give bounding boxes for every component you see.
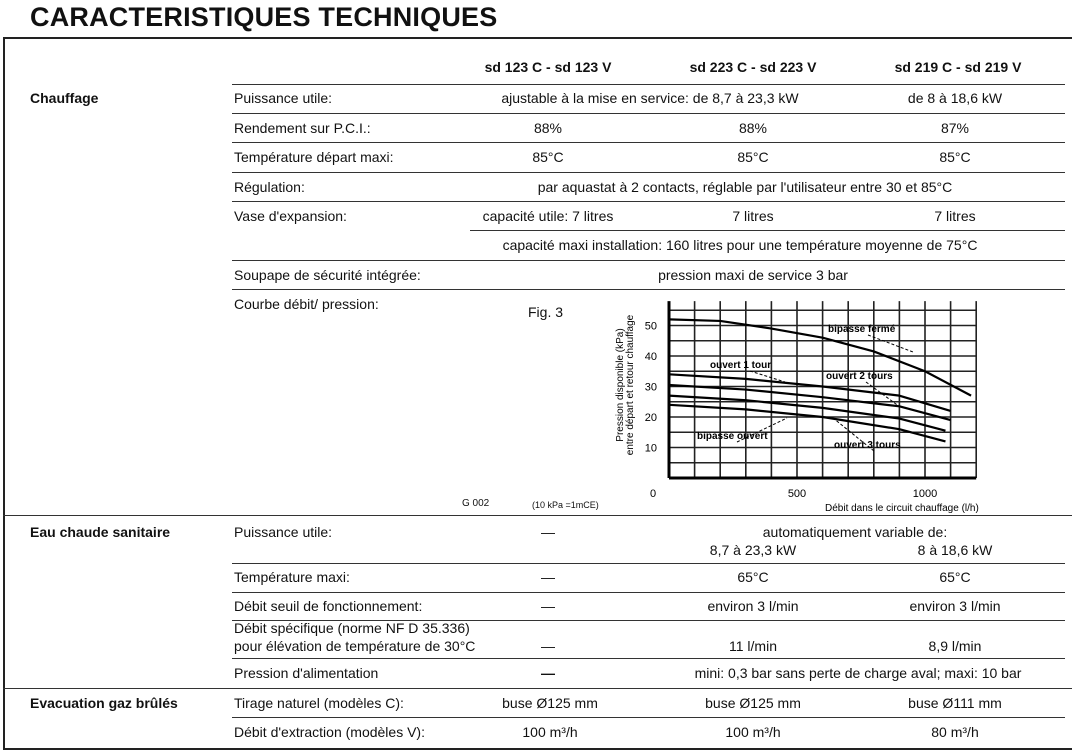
cell: capacité maxi installation: 160 litres pour une température moyenne de 75°C — [502, 237, 978, 253]
unit-note: (10 kPa =1mCE) — [532, 500, 599, 510]
divider — [232, 172, 1065, 173]
row-label: Soupape de sécurité intégrée: — [234, 267, 421, 283]
divider — [232, 289, 1065, 290]
column-header: sd 219 C - sd 219 V — [894, 59, 1022, 75]
figure-ref: G 002 — [462, 498, 490, 509]
cell: — — [541, 524, 555, 540]
cell: 100 m³/h — [522, 724, 578, 740]
cell: — — [541, 638, 555, 654]
section-evacuation: Evacuation gaz brûlés — [30, 695, 178, 711]
cell: environ 3 l/min — [707, 598, 799, 614]
cell: 88% — [738, 120, 768, 136]
cell: 11 l/min — [729, 638, 777, 654]
y-axis-label — [615, 314, 636, 455]
series-label: bipasse ouvert — [697, 431, 768, 442]
cell: 85°C — [532, 149, 564, 165]
chart-labels — [645, 321, 937, 501]
cell: environ 3 l/min — [909, 598, 1001, 614]
row-label: Courbe débit/ pression: — [234, 296, 379, 312]
series-label: ouvert 1 tour — [710, 360, 772, 371]
section-divider — [3, 515, 1072, 516]
column-header: sd 123 C - sd 123 V — [484, 59, 612, 75]
row-label: Débit seuil de fonctionnement: — [234, 598, 423, 614]
series-label: ouvert 3 tours — [834, 440, 901, 451]
cell: 8,9 l/min — [928, 638, 982, 654]
cell: 7 litres — [934, 208, 976, 224]
y-tick-label: 40 — [644, 351, 657, 363]
y-tick-label: 30 — [644, 381, 657, 394]
bottom-border — [3, 748, 1072, 750]
x-tick-label: 0 — [649, 488, 657, 500]
row-label: Régulation: — [234, 179, 305, 195]
y-axis-label-line1: Pression disponible (kPa) — [615, 328, 626, 442]
row-label: Tirage naturel (modèles C): — [234, 695, 404, 711]
cell: mini: 0,3 bar sans perte de charge aval; maxi: 10 bar — [694, 665, 1022, 681]
row-label: Puissance utile: — [234, 524, 333, 540]
x-tick-label: 500 — [787, 488, 807, 500]
cell: — — [541, 665, 555, 681]
cell: 85°C — [939, 149, 971, 165]
y-axis-label-line2: entre départ et retour chauffage — [625, 314, 636, 456]
pressure-flow-chart — [600, 295, 1020, 520]
row-label: Pression d'alimentation — [234, 665, 379, 681]
section-chauffage: Chauffage — [30, 90, 99, 106]
divider — [232, 658, 1065, 659]
column-header: sd 223 C - sd 223 V — [689, 59, 817, 75]
divider — [470, 230, 1065, 231]
divider — [232, 142, 1065, 143]
cell: 100 m³/h — [725, 724, 781, 740]
divider — [232, 260, 1065, 261]
x-axis-label: Débit dans le circuit chauffage (l/h) — [825, 503, 979, 514]
cell: — — [541, 569, 555, 585]
divider — [232, 113, 1065, 114]
row-label: Rendement sur P.C.I.: — [234, 120, 371, 136]
cell: 87% — [940, 120, 970, 136]
row-label: Température maxi: — [234, 569, 350, 585]
cell: — — [541, 598, 555, 614]
section-eau-chaude: Eau chaude sanitaire — [30, 524, 171, 540]
cell: buse Ø125 mm — [705, 695, 801, 711]
left-border — [3, 37, 5, 749]
cell: 8,7 à 23,3 kW — [709, 542, 797, 558]
divider — [232, 592, 1065, 593]
cell: 65°C — [939, 569, 971, 585]
row-label: pour élévation de température de 30°C — [234, 638, 476, 654]
row-label: Vase d'expansion: — [234, 208, 347, 224]
page-title: CARACTERISTIQUES TECHNIQUES — [30, 2, 498, 32]
leader-line — [868, 335, 913, 352]
series-line — [669, 374, 951, 411]
cell: 8 à 18,6 kW — [917, 542, 993, 558]
y-tick-label: 50 — [644, 320, 657, 333]
chart-grid — [669, 301, 976, 478]
cell: 85°C — [737, 149, 769, 165]
cell: 65°C — [737, 569, 769, 585]
series-line — [669, 396, 945, 431]
x-tick-label: 1000 — [912, 488, 938, 500]
row-label: Température départ maxi: — [234, 149, 394, 165]
row-label: Débit d'extraction (modèles V): — [234, 724, 425, 740]
divider — [232, 84, 1065, 85]
row-label: Débit spécifique (norme NF D 35.336) — [234, 620, 470, 636]
divider — [232, 717, 1065, 718]
divider — [232, 201, 1065, 202]
series-label: bipasse fermé — [828, 324, 896, 335]
cell: buse Ø125 mm — [502, 695, 598, 711]
cell: capacité utile: 7 litres — [482, 208, 614, 224]
row-label: Puissance utile: — [234, 90, 333, 106]
series-label: ouvert 2 tours — [826, 371, 893, 382]
y-tick-label: 10 — [644, 442, 657, 455]
section-divider — [3, 688, 1072, 689]
cell: pression maxi de service 3 bar — [658, 267, 848, 283]
y-tick-label: 20 — [644, 412, 657, 424]
cell: 80 m³/h — [931, 724, 979, 740]
cell: 7 litres — [732, 208, 774, 224]
cell: par aquastat à 2 contacts, réglable par l'utilisateur entre 30 et 85°C — [537, 179, 953, 195]
cell: ajustable à la mise en service: de 8,7 à 23,3 kW — [501, 90, 799, 106]
cell: 88% — [533, 120, 563, 136]
cell: automatiquement variable de: — [762, 524, 948, 540]
cell: buse Ø111 mm — [908, 695, 1002, 711]
divider — [232, 563, 1065, 564]
title-rule — [3, 37, 1072, 39]
cell: de 8 à 18,6 kW — [907, 90, 1003, 106]
figure-label: Fig. 3 — [528, 304, 564, 320]
